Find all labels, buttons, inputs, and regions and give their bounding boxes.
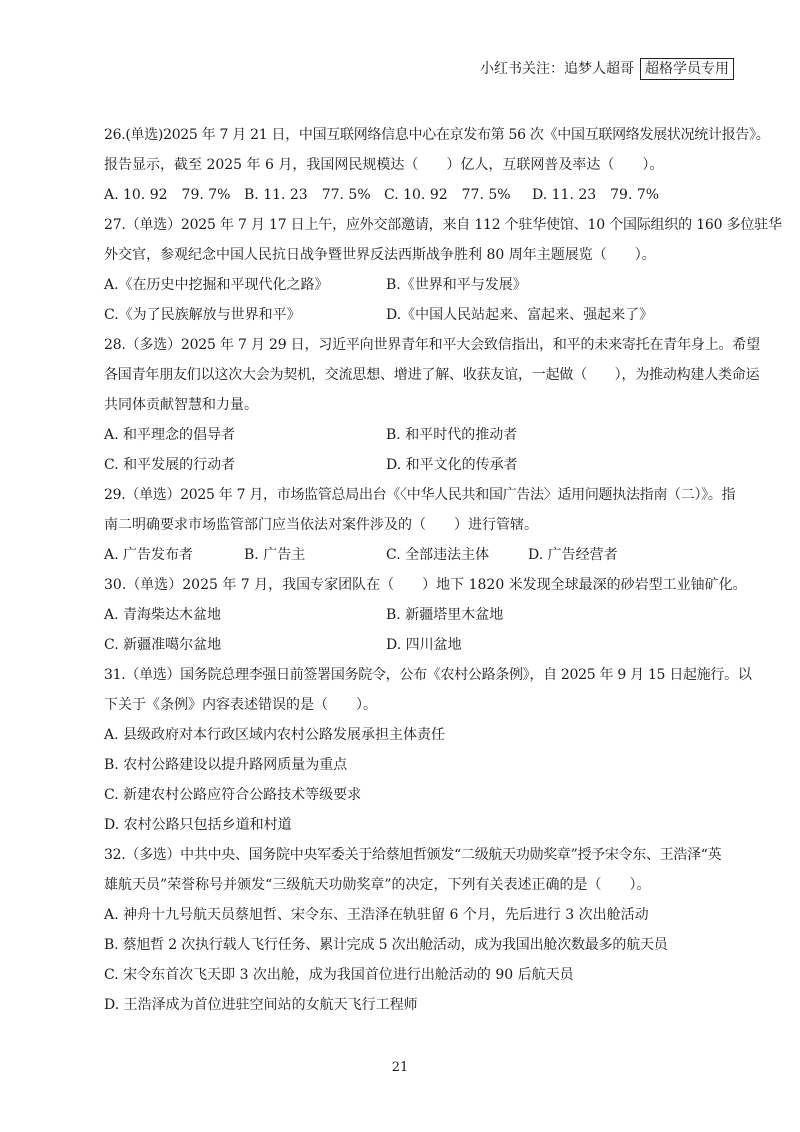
option-d: D.《中国人民站起来、富起来、强起来了》	[386, 307, 654, 323]
option-c: C. 新疆准噶尔盆地	[104, 637, 222, 653]
options-row	[104, 270, 728, 300]
option-c: C. 宋令东首次飞天即 3 次出舱，成为我国首位进行出舱活动的 90 后航天员	[104, 967, 574, 983]
question-27	[104, 210, 782, 330]
option-a: A. 青海柴达木盆地	[104, 607, 222, 623]
option-a: A. 10. 92 79. 7%	[104, 187, 231, 203]
option-a: A. 县级政府对本行政区域内农村公路发展承担主体责任	[104, 727, 446, 743]
option-c: C. 全部违法主体	[386, 547, 490, 563]
option-a: A.《在历史中挖掘和平现代化之路》	[104, 277, 329, 293]
exclusive-badge: 超格学员专用	[640, 58, 734, 80]
options-row	[104, 450, 728, 480]
page-header	[480, 58, 734, 80]
question-stem-line: 32.（多选）中共中央、国务院中央军委关于给蔡旭哲颁发“二级航天功勋奖章”授予宋令东、王浩泽“英	[104, 847, 722, 863]
follow-text: 小红书关注：追梦人超哥	[480, 61, 634, 77]
option-d: D. 农村公路只包括乡道和村道	[104, 817, 292, 833]
question-stem-line: 28.（多选）2025 年 7 月 29 日，习近平向世界青年和平大会致信指出，和平的未来寄托在青年身上。希望	[104, 337, 760, 353]
question-stem-line: 27.（单选）2025 年 7 月 17 日上午，应外交部邀请，来自 112 个驻华使馆、10 个国际组织的 160 多位驻华	[104, 217, 782, 233]
question-29	[104, 480, 736, 570]
options-row	[104, 420, 728, 450]
option-d: D. 广告经营者	[528, 547, 618, 563]
option-b: B. 广告主	[244, 547, 306, 563]
question-stem-line: 30.（单选）2025 年 7 月，我国专家团队在（ ）地下 1820 米发现全球最深的砂岩型工业铀矿化。	[104, 577, 747, 593]
option-b: B. 新疆塔里木盆地	[386, 607, 504, 623]
option-b: B.《世界和平与发展》	[386, 277, 527, 293]
question-28	[104, 330, 760, 480]
options-row	[104, 300, 728, 330]
options-row	[104, 600, 728, 630]
question-stem-line: 外交官，参观纪念中国人民抗日战争暨世界反法西斯战争胜利 80 周年主题展览（ ）。	[104, 247, 656, 263]
option-a: A. 神舟十九号航天员蔡旭哲、宋令东、王浩泽在轨驻留 6 个月，先后进行 3 次出舱活动	[104, 907, 649, 923]
option-c: C.《为了民族解放与世界和平》	[104, 307, 301, 323]
option-d: D. 11. 23 79. 7%	[532, 187, 660, 203]
option-c: C. 新建农村公路应符合公路技术等级要求	[104, 787, 362, 803]
question-stem-line: 报告显示，截至 2025 年 6 月，我国网民规模达（ ）亿人，互联网普及率达（ ）。	[104, 157, 664, 173]
question-stem-line: 共同体贡献智慧和力量。	[104, 397, 258, 413]
options-row	[104, 180, 728, 210]
question-stem-line: 26.(单选)2025 年 7 月 21 日，中国互联网络信息中心在京发布第 56 次《中国互联网络发展状况统计报告》。	[104, 127, 770, 143]
option-b: B. 农村公路建设以提升路网质量为重点	[104, 757, 348, 773]
page-number: 21	[391, 1060, 409, 1075]
option-b: B. 和平时代的推动者	[386, 427, 518, 443]
question-stem-line: 雄航天员”荣誉称号并颁发“三级航天功勋奖章”的决定，下列有关表述正确的是（ ）。	[104, 877, 651, 893]
option-d: D. 四川盆地	[386, 637, 462, 653]
option-a: A. 广告发布者	[104, 547, 194, 563]
options-row	[104, 630, 728, 660]
option-b: B. 11. 23 77. 5%	[244, 187, 371, 203]
question-stem-line: 南二明确要求市场监管部门应当依法对案件涉及的（ ）进行管辖。	[104, 517, 538, 533]
option-b: B. 蔡旭哲 2 次执行载人飞行任务、累计完成 5 次出舱活动，成为我国出舱次数最多的航天员	[104, 937, 668, 953]
question-stem-line: 各国青年朋友们以这次大会为契机，交流思想、增进了解、收获友谊，一起做（ ），为推动构建人类命运	[104, 367, 760, 383]
option-d: D. 和平文化的传承者	[386, 457, 518, 473]
option-d: D. 王浩泽成为首位进驻空间站的女航天飞行工程师	[104, 997, 418, 1013]
question-32	[104, 840, 728, 1020]
question-stem-line: 下关于《条例》内容表述错误的是（ ）。	[104, 697, 377, 713]
option-c: C. 10. 92 77. 5%	[384, 187, 511, 203]
option-a: A. 和平理念的倡导者	[104, 427, 236, 443]
question-stem-line: 31.（单选）国务院总理李强日前签署国务院令，公布《农村公路条例》，自 2025 年 9 月 15 日起施行。以	[104, 667, 752, 683]
question-30	[104, 570, 747, 660]
question-31	[104, 660, 752, 840]
question-list	[104, 120, 782, 1020]
question-stem-line: 29.（单选）2025 年 7 月，市场监管总局出台《〈中华人民共和国广告法〉适用问题执法指南（二）》。指	[104, 487, 736, 503]
option-c: C. 和平发展的行动者	[104, 457, 236, 473]
question-26	[104, 120, 770, 210]
options-row	[104, 540, 728, 570]
